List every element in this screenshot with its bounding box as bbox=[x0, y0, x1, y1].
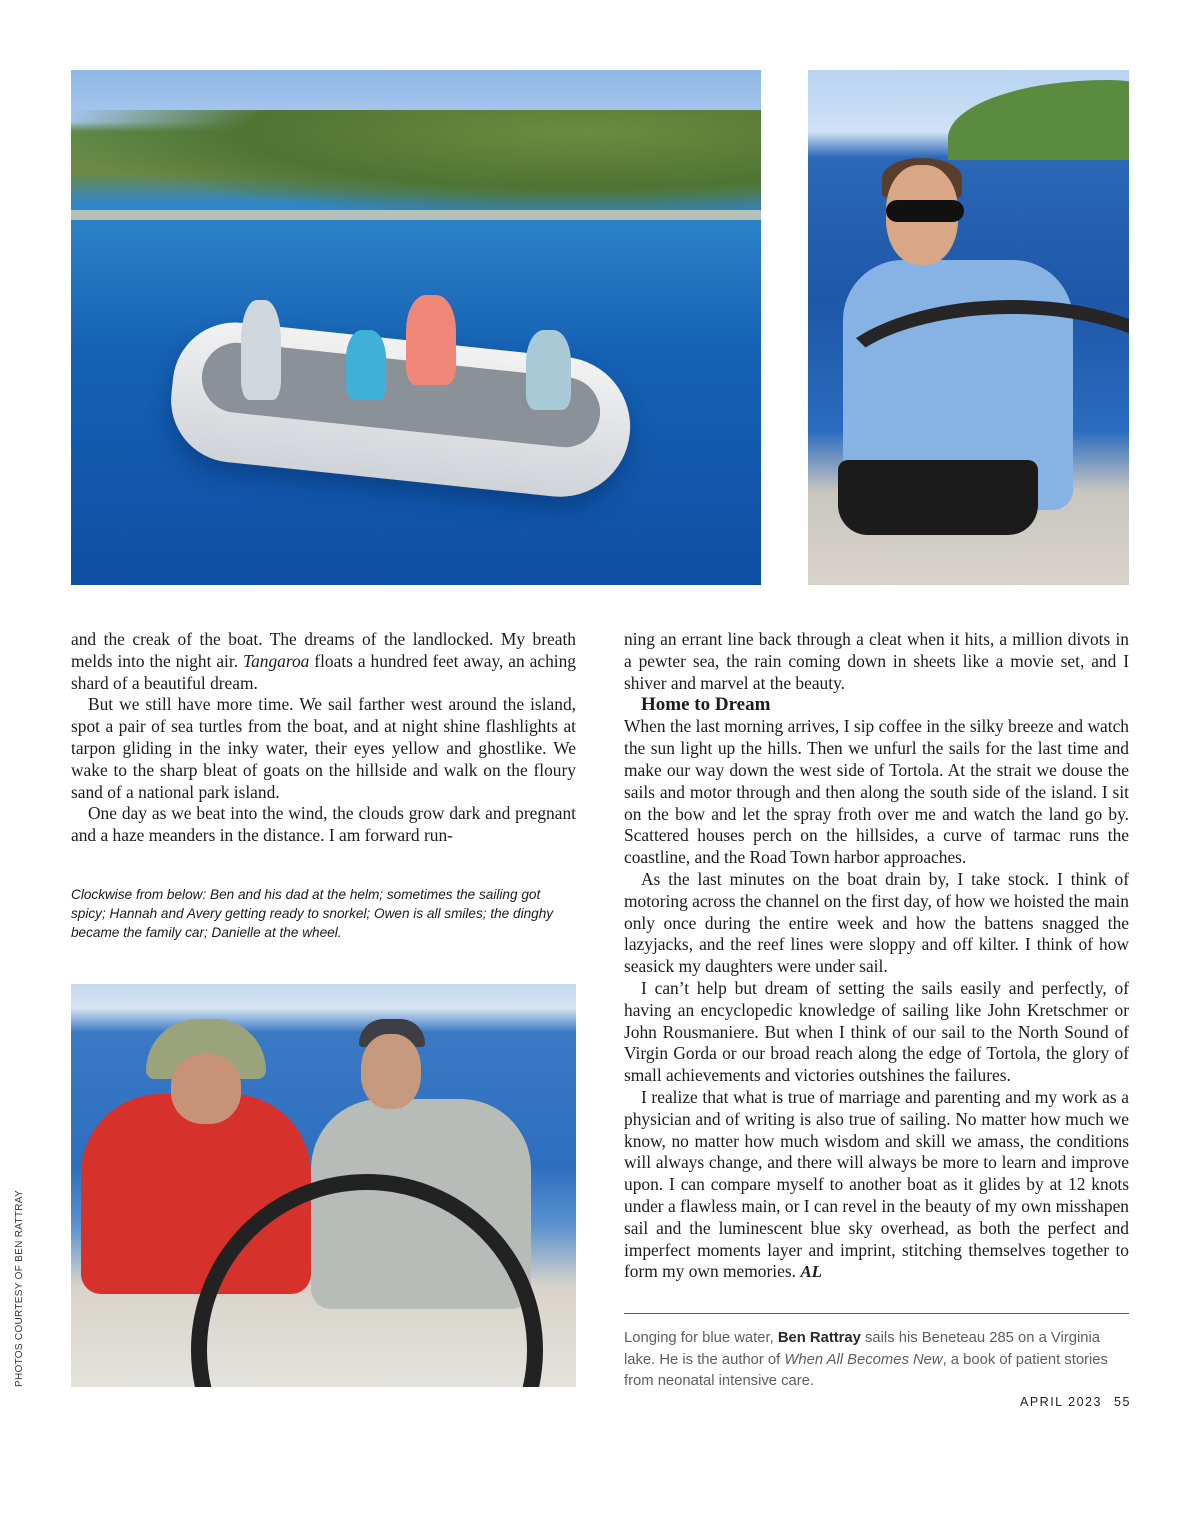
divider bbox=[624, 1313, 1129, 1314]
photo-ben-and-dad-helm bbox=[71, 984, 576, 1387]
photo-credit: PHOTOS COURTESY OF BEN RATTRAY bbox=[14, 1190, 25, 1387]
issue-date: APRIL 2023 bbox=[1020, 1395, 1102, 1409]
author-name: Ben Rattray bbox=[777, 1330, 861, 1346]
end-mark-logo: AL bbox=[800, 1262, 823, 1282]
paragraph: But we still have more time. We sail farther west around the island, spot a pair of sea turtles from the boat, and at night shine flashlights at tarpon gliding in the inky water, their eyes yellow and ghostlike. We wake to the sharp bleat of goats on the hillside and walk on the floury sand of a national park island. bbox=[71, 694, 576, 802]
photo-family-dinghy bbox=[71, 70, 761, 585]
section-heading: Home to Dream bbox=[641, 694, 771, 716]
paragraph: I realize that what is true of marriage and parenting and my work as a physician and of writing is also true of sailing. No matter how much we know, no matter how much wisdom and skill we amass, the conditions will always change, and there will always be more to learn and improve upon. I can compare myself to another boat as it glides by at 12 knots under a flawless main, or I can revel in the beauty of my own misshapen sail and the luminescent blue sky overhead, as both the perfect and imperfect moments layer and imprint, stitching themselves together to form my own memories. AL bbox=[624, 1086, 1129, 1282]
photo-caption: Clockwise from below: Ben and his dad at the helm; sometimes the sailing got spicy; Hannah and Avery getting ready to snorkel; Owen is all smiles; the dinghy became the family car; Danielle at the wheel. bbox=[71, 887, 554, 940]
article-column-right bbox=[624, 629, 1129, 1283]
boat-name: Tangaroa bbox=[243, 650, 310, 671]
paragraph: One day as we beat into the wind, the clouds grow dark and pregnant and a haze meanders in the distance. I am forward run- bbox=[71, 803, 576, 846]
author-bio: Longing for blue water, Ben Rattray sails his Beneteau 285 on a Virginia lake. He is the author of When All Becomes New, a book of patient stories from neonatal intensive care. bbox=[624, 1330, 1108, 1389]
paragraph: and the creak of the boat. The dreams of the landlocked. My breath melds into the night air. Tangaroa floats a hundred feet away, an aching shard of a beautiful dream. bbox=[71, 629, 577, 693]
paragraph: I can’t help but dream of setting the sails easily and perfectly, of having an encyclopedic knowledge of sailing like John Kretschmer or John Rousmaniere. But when I think of our sail to the North Sound of Virgin Gorda or our broad reach along the edge of Tortola, the glory of small achievements and victories outshines the failures. bbox=[624, 977, 1129, 1086]
book-title: When All Becomes New bbox=[784, 1351, 943, 1368]
paragraph: ning an errant line back through a cleat when it hits, a million divots in a pewter sea, the rain coming down in sheets like a movie set, and I shiver and marvel at the beauty. bbox=[624, 629, 1129, 693]
page-number: 55 bbox=[1114, 1395, 1131, 1409]
paragraph: When the last morning arrives, I sip coffee in the silky breeze and watch the sun light up the hills. Then we unfurl the sails for the last time and make our way down the west side of Tortola. At the strait we douse the sails and motor through and then along the south side of the island. I sit on the bow and let the spray froth over me and watch the land go by. Scattered houses perch on the hillsides, a curve of tarmac runs the coastline, and the Road Town harbor approaches. bbox=[624, 716, 1129, 868]
paragraph: As the last minutes on the boat drain by, I take stock. I think of motoring across the channel on the first day, of how we hoisted the main only once during the entire week and how the battens snagged the lazyjacks, and the reef lines were sloppy and off kilter. I think of how seasick my daughters were under sail. bbox=[624, 868, 1130, 977]
photo-danielle-wheel bbox=[808, 70, 1129, 585]
article-column-left bbox=[71, 629, 576, 847]
